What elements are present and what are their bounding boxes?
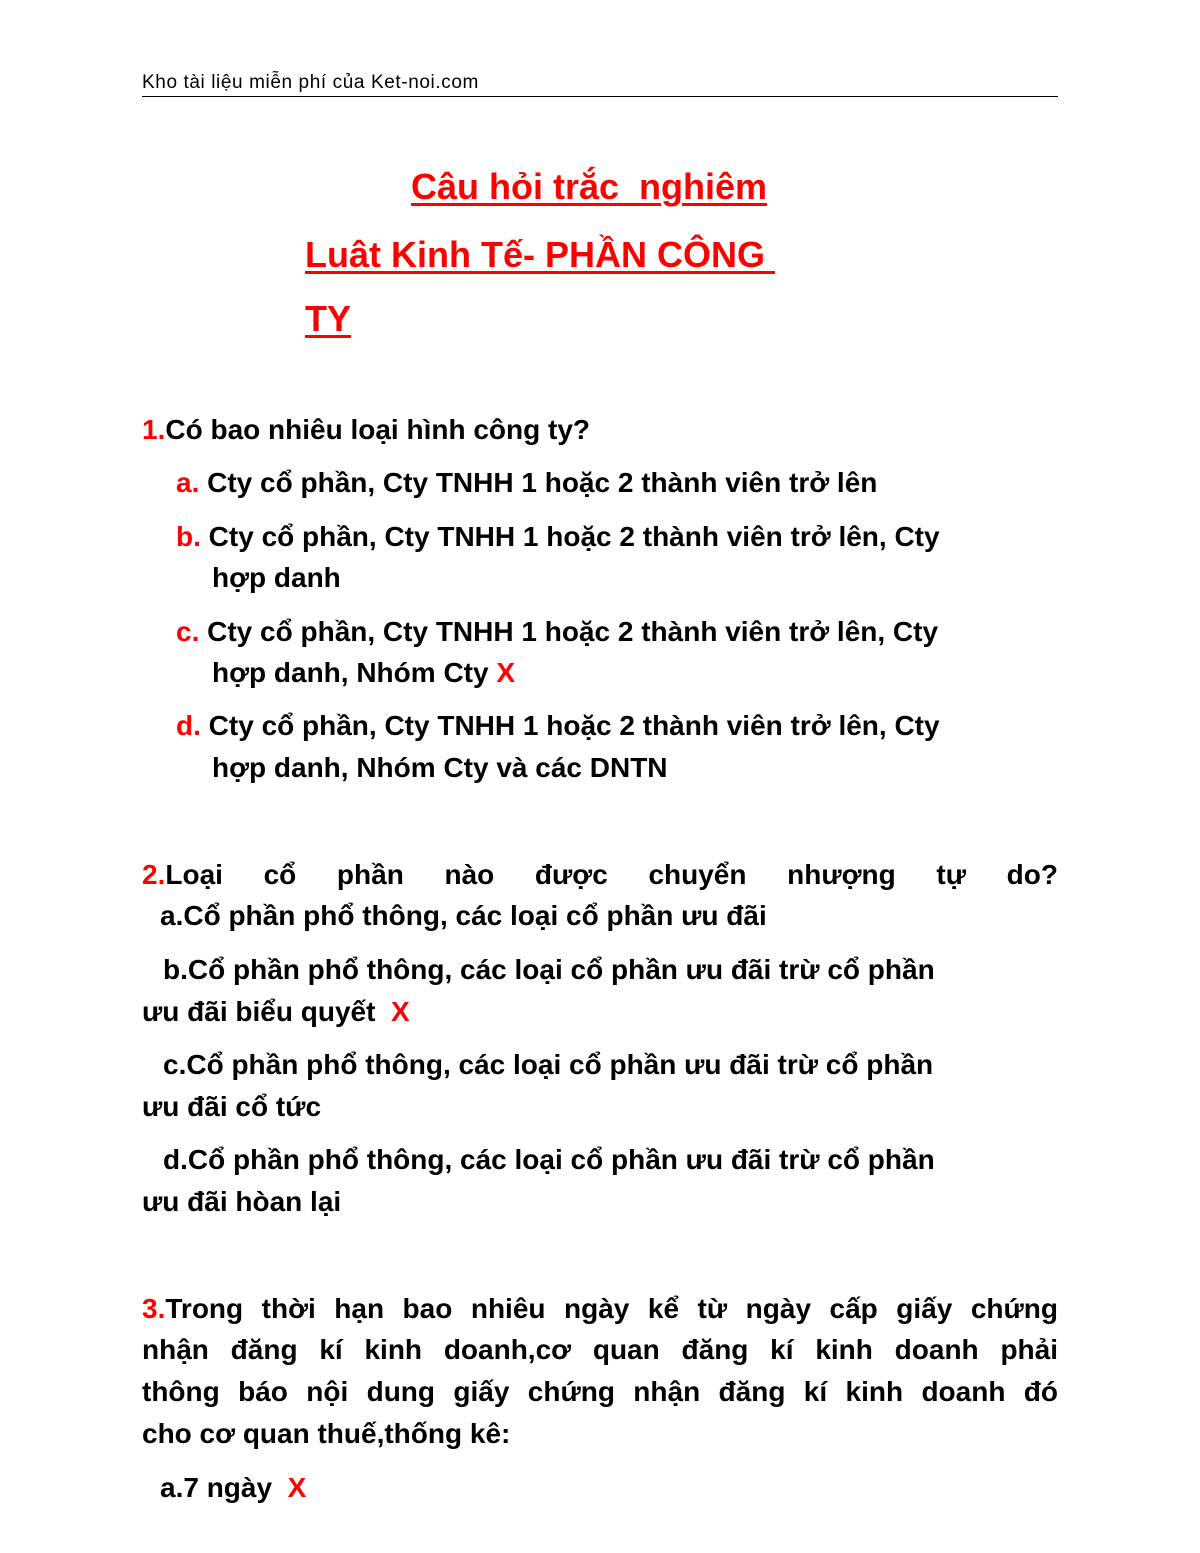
q3-option-a: [160, 1472, 306, 1504]
option-text: a.7 ngày: [160, 1472, 288, 1503]
q2-option-d-cont: [142, 1186, 341, 1218]
option-text: ưu đãi hòan lại: [142, 1186, 342, 1217]
answer-mark: X: [390, 996, 410, 1027]
option-text: hợp danh: [212, 562, 341, 593]
option-text: b.Cổ phần phổ thông, các loại cổ phần ưu đãi trừ cổ phần: [163, 954, 935, 985]
page-header: Kho tài liệu miễn phí của Ket-noi.com: [142, 72, 1058, 97]
option-text: hợp danh, Nhóm Cty: [212, 657, 497, 688]
answer-mark: X: [287, 1472, 307, 1503]
option-text: Cty cổ phần, Cty TNHH 1 hoặc 2 thành viên trở lên, Cty: [208, 521, 940, 552]
question-number: 1.: [142, 414, 166, 445]
option-text: ưu đãi cổ tức: [142, 1091, 322, 1122]
question-3-line-2: [142, 1334, 1058, 1366]
answer-mark: X: [496, 657, 516, 688]
question-text: Có bao nhiêu loại hình công ty?: [165, 414, 591, 445]
q1-option-d-cont: [212, 752, 668, 784]
document-title-line-1: Câu hỏi trắc nghiêm: [411, 166, 768, 207]
question-text: cho cơ quan thuế,thống kê:: [142, 1418, 511, 1449]
question-3-line-4: [142, 1418, 510, 1450]
q1-option-c: [176, 616, 938, 648]
question-2: [142, 859, 1058, 891]
q2-option-c-cont: [142, 1091, 321, 1123]
q1-option-c-cont: [212, 657, 515, 689]
q2-option-d: [163, 1144, 935, 1176]
question-3-line-1: [142, 1293, 1058, 1325]
option-text: Cty cổ phần, Cty TNHH 1 hoặc 2 thành viên trở lên: [207, 467, 878, 498]
option-text: hợp danh, Nhóm Cty và các DNTN: [212, 752, 668, 783]
question-1: [142, 414, 590, 446]
option-text: d.Cổ phần phổ thông, các loại cổ phần ưu đãi trừ cổ phần: [163, 1144, 935, 1175]
option-text: Cty cổ phần, Cty TNHH 1 hoặc 2 thành viên trở lên, Cty: [208, 710, 940, 741]
option-letter: d.: [176, 710, 201, 741]
document-title-line-2: Luât Kinh Tế- PHẦN CÔNG: [305, 234, 775, 275]
option-letter: c.: [176, 616, 200, 647]
option-text: Cty cổ phần, Cty TNHH 1 hoặc 2 thành viên trở lên, Cty: [207, 616, 939, 647]
question-text: nhận đăng kí kinh doanh,cơ quan đăng kí kinh doanh phải: [142, 1334, 1058, 1365]
q1-option-b: [176, 521, 940, 553]
question-text: Trong thời hạn bao nhiêu ngày kể từ ngày cấp giấy chứng: [165, 1293, 1058, 1324]
option-text: a.Cổ phần phổ thông, các loại cổ phần ưu đãi: [160, 900, 767, 931]
question-3-line-3: [142, 1376, 1058, 1408]
q2-option-c: [163, 1049, 933, 1081]
q2-option-b: [163, 954, 935, 986]
question-text: thông báo nội dung giấy chứng nhận đăng kí kinh doanh đó: [142, 1376, 1058, 1407]
q1-option-d: [176, 710, 940, 742]
option-letter: b.: [176, 521, 201, 552]
q1-option-b-cont: [212, 562, 341, 594]
question-number: 3.: [142, 1293, 166, 1324]
q2-option-a: [160, 900, 767, 932]
q2-option-b-cont: [142, 996, 410, 1028]
option-letter: a.: [176, 467, 200, 498]
q1-option-a: [176, 467, 877, 499]
question-text: Loại cổ phần nào được chuyển nhượng tự do?: [165, 859, 1058, 890]
option-text: c.Cổ phần phổ thông, các loại cổ phần ưu đãi trừ cổ phần: [163, 1049, 934, 1080]
document-title-line-3: TY: [305, 298, 352, 339]
option-text: ưu đãi biểu quyết: [142, 996, 391, 1027]
question-number: 2.: [142, 859, 166, 890]
